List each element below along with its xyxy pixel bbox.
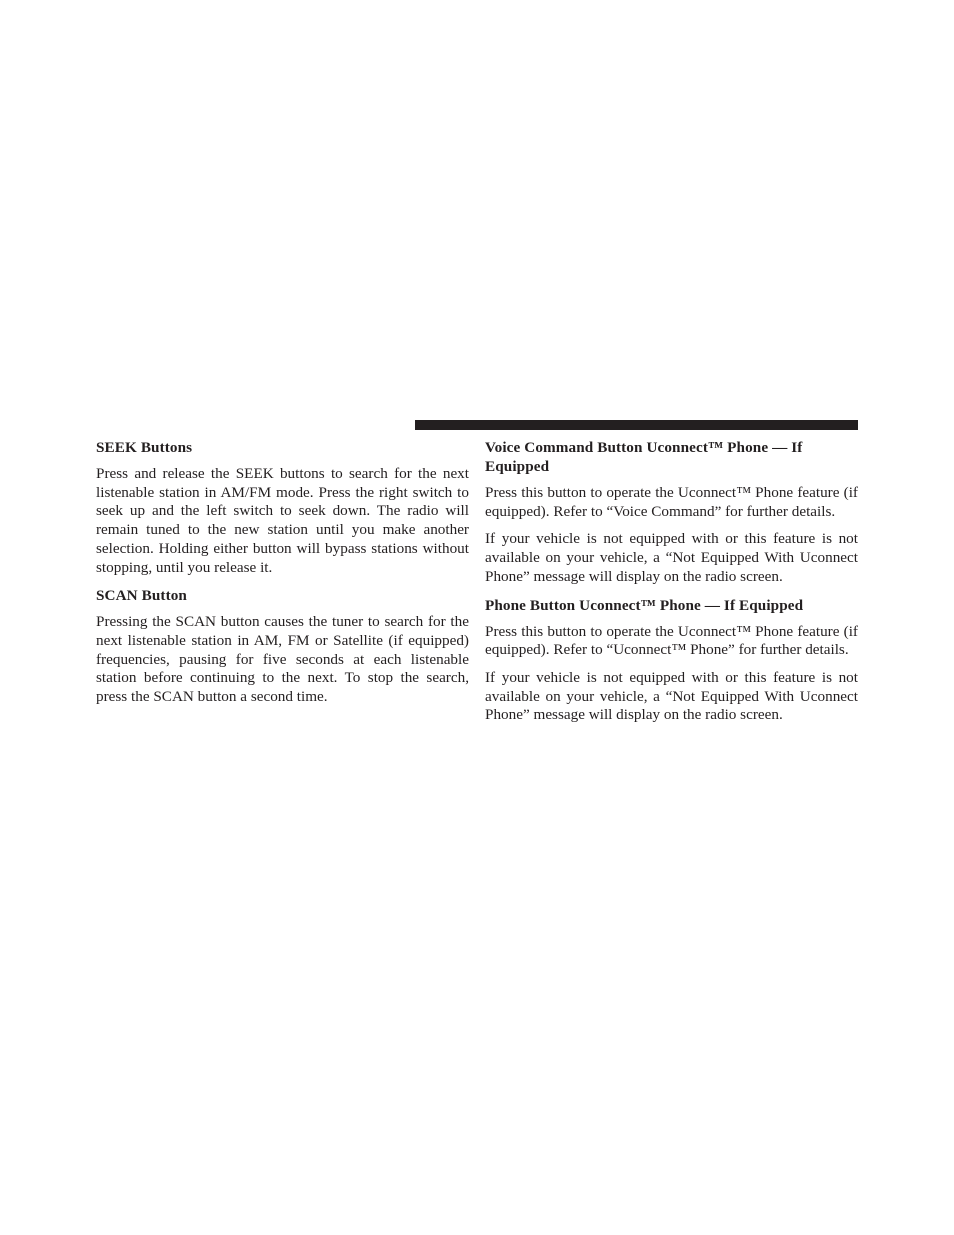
section-header-rule [415,420,858,430]
scan-heading: SCAN Button [96,587,187,605]
voice-command-section [485,438,858,587]
phone-button-section [485,596,858,726]
scan-body: Pressing the SCAN button causes the tuner to search for the next listenable station in AM, FM or Satellite (if equipped) frequencies, pausing for five seconds at each listenable station before continuing to the next. To stop the search, press the SCAN button a second time. [96,613,469,706]
voice-command-heading: Voice Command Button Uconnect™ Phone — If Equipped [485,439,803,475]
right-column [485,438,858,734]
seek-heading: SEEK Buttons [96,439,193,456]
seek-body: Press and release the SEEK buttons to search for the next listenable station in AM/FM mode. Press the right switch to seek up and the left switch to seek down. The radio will remain tuned to the new station until you make another selection. Holding either button will bypass stations without stopping, until you release it. [96,465,469,576]
phone-button-heading: Phone Button Uconnect™ Phone — If Equipped [485,596,804,614]
phone-button-body-2: If your vehicle is not equipped with or this feature is not available on your vehicle, a “Not Equipped With Uconnect Phone” message will display on the radio screen. [485,668,858,724]
scan-section [96,586,469,707]
phone-button-body-1: Press this button to operate the Uconnect™ Phone feature (if equipped). Refer to “Uconnect™ Phone” for further details. [485,622,858,659]
seek-section [96,438,469,577]
voice-command-body-2: If your vehicle is not equipped with or this feature is not available on your vehicle, a “Not Equipped With Uconnect Phone” message will display on the radio screen. [485,530,858,585]
left-column [96,438,469,716]
voice-command-body-1: Press this button to operate the Uconnect™ Phone feature (if equipped). Refer to “Voice Command” for further details. [485,484,858,520]
